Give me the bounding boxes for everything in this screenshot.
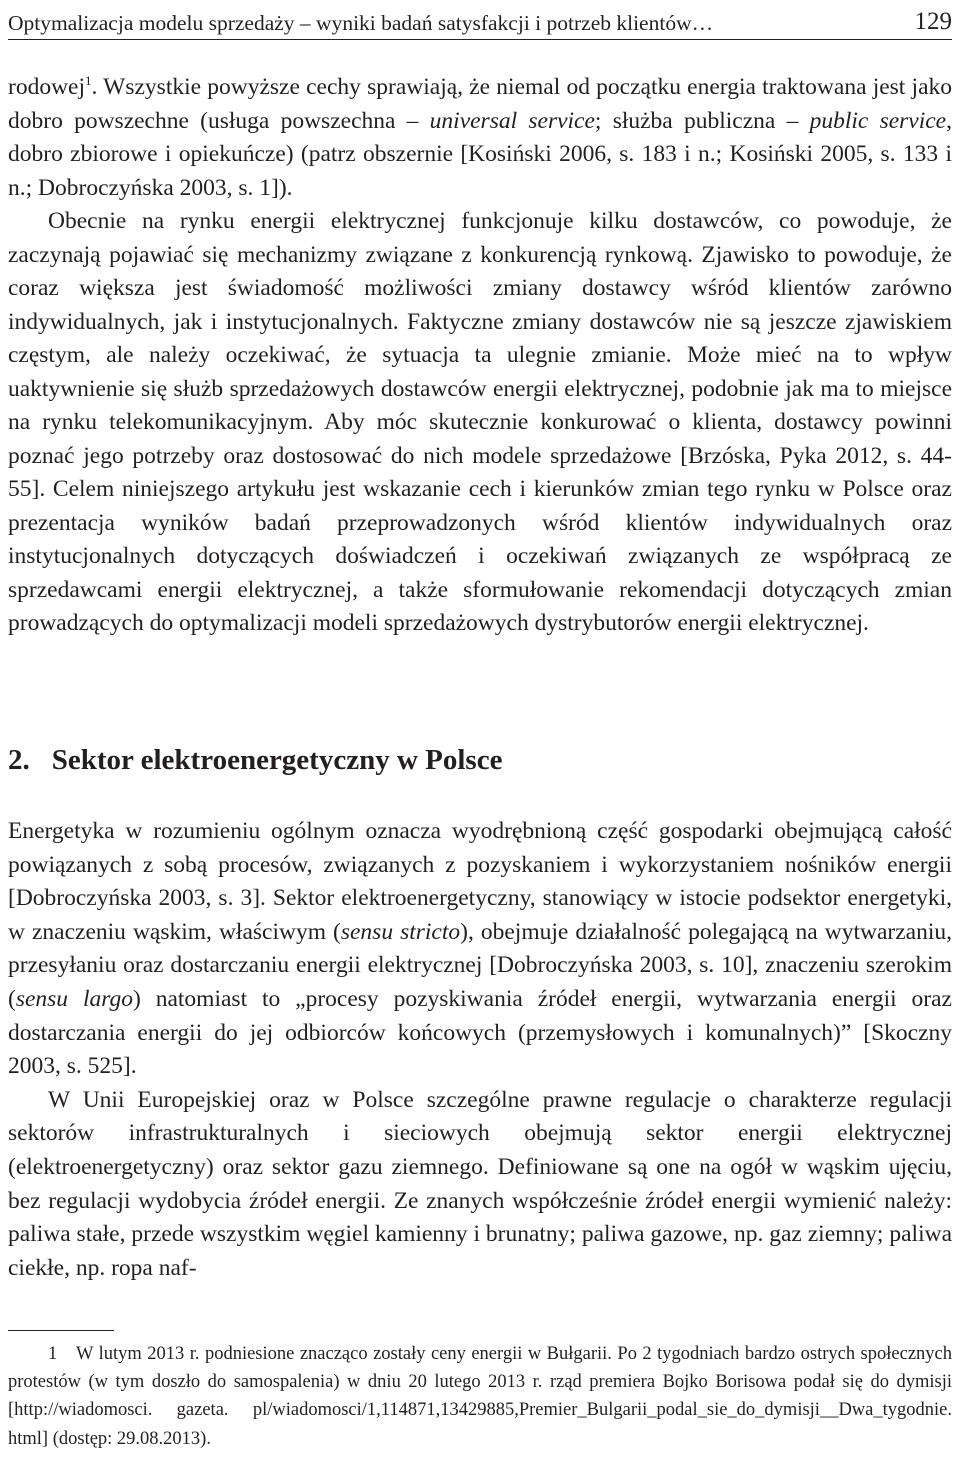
text-run: ; służba publiczna – — [594, 107, 810, 134]
footnote — [8, 1340, 952, 1453]
running-header — [8, 0, 952, 40]
text-run: , dobro zbiorowe i opiekuńcze) (patrz obszernie [Kosiński 2006, s. 183 i n.; Kosiński 2005, s. 133 i n.; Dobroczyńska 2003, s. 1]). — [8, 107, 952, 201]
page-number: 129 — [914, 8, 952, 35]
text-run: ), obejmuje działalność polegającą na wytwarzaniu, przesyłaniu oraz dostarczaniu energii elektrycznej [Dobroczyńska 2003, s. 10], znaczeniu szerokim ( — [8, 918, 953, 1012]
italic-term: sensu stricto — [340, 918, 461, 945]
body-text-top — [8, 71, 952, 641]
body-text-bottom — [8, 815, 952, 1285]
paragraph — [8, 815, 952, 1084]
section-heading — [8, 741, 952, 779]
text-run: . Wszystkie powyższe cechy sprawiają, że niemal od początku energia traktowana jest jako dobro powszechne (usługa powszechna – — [8, 74, 952, 134]
text-run: rodowej — [8, 74, 86, 100]
text-run: Energetyka w rozumieniu ogólnym oznacza wyodrębnioną część gospodarki obejmującą całość powiązanych z sobą procesów, związanych z pozyskaniem i wykorzystaniem nośników energii [Dobroczyńska 2003, s. 3]. Sektor elektroenergetyczny, stanowiący w istocie podsektor energetyki, w znaczeniu wąskim, właściwym ( — [8, 818, 952, 945]
footnote-separator — [8, 1330, 114, 1331]
section-title: Sektor elektroenergetyczny w Polsce — [51, 744, 503, 776]
paragraph-continuation — [8, 71, 952, 205]
running-title: Optymalizacja modelu sprzedaży – wyniki badań satysfakcji i potrzeb klientów… — [8, 11, 714, 35]
italic-term: universal service — [429, 107, 595, 134]
footnote-ref: 1 — [85, 73, 92, 89]
paragraph: Obecnie na rynku energii elektrycznej funkcjonuje kilku dostawców, co powoduje, że zaczynają pojawiać się mechanizmy związane z konkurencją rynkową. Zjawisko to powoduje, że coraz większa jest świadomość możliwości zmiany dostawcy wśród klientów zarówno indywidualnych, jak i instytucjonalnych. Faktyczne zmiany dostawców nie są jeszcze zjawiskiem częstym, ale należy oczekiwać, że sytuacja ta ulegnie zmianie. Może mieć na to wpływ uaktywnienie się służb sprzedażowych dostawców energii elektrycznej, podobnie jak ma to miejsce na rynku telekomunikacyjnym. Aby móc skutecznie konkurować o klienta, dostawcy powinni poznać jego potrzeby oraz dostosować do nich modele sprzedażowe [Brzóska, Pyka 2012, s. 44-55]. Celem niniejszego artykułu jest wskazanie cech i kierunków zmian tego rynku w Polsce oraz prezentacja wyników badań przeprowadzonych wśród klientów indywidualnych oraz instytucjonalnych dotyczących doświadczeń i oczekiwań związanych ze współpracą ze sprzedawcami energii elektrycznej, a także sformułowanie rekomendacji dotyczących zmian prowadzących do optymalizacji modeli sprzedażowych dystrybutorów energii elektrycznej. — [8, 208, 952, 636]
section-number: 2. — [8, 744, 30, 776]
footnote-text: W lutym 2013 r. podniesione znacząco zostały ceny energii w Bułgarii. Po 2 tygodniach bardzo ostrych społecznych protestów (w tym doszło do samospalenia) w dniu 20 lutego 2013 r. rząd premiera Bojko Borisowa podał się do dymisji [http://wiadomosci. gazeta. pl/wiadomosci/1,114871,13429885,Premier_Bulgarii_podal_sie_do_dymisji__Dwa_tygodnie. html] (dostęp: 29.08.2013). — [8, 1344, 952, 1449]
paragraph: W Unii Europejskiej oraz w Polsce szczególne prawne regulacje o charakterze regulacji sektorów infrastrukturalnych i sieciowych obejmują sektor energii elektrycznej (elektroenergetyczny) oraz sektor gazu ziemnego. Definiowane są one na ogół w wąskim ujęciu, bez regulacji wydobycia źródeł energii. Ze znanych współcześnie źródeł energii wymienić należy: paliwa stałe, przede wszystkim węgiel kamienny i brunatny; paliwa gazowe, np. gaz ziemny; paliwa ciekłe, np. ropa naf- — [8, 1086, 952, 1281]
text-run: ) natomiast to „procesy pozyskiwania źródeł energii, wytwarzania energii oraz dostarczania energii do jej odbiorców końcowych (przemysłowych i komunalnych)” [Skoczny 2003, s. 525]. — [8, 985, 952, 1080]
italic-term: public service — [809, 107, 947, 134]
footnote-mark: 1 — [48, 1344, 58, 1364]
italic-term: sensu largo — [15, 985, 133, 1012]
